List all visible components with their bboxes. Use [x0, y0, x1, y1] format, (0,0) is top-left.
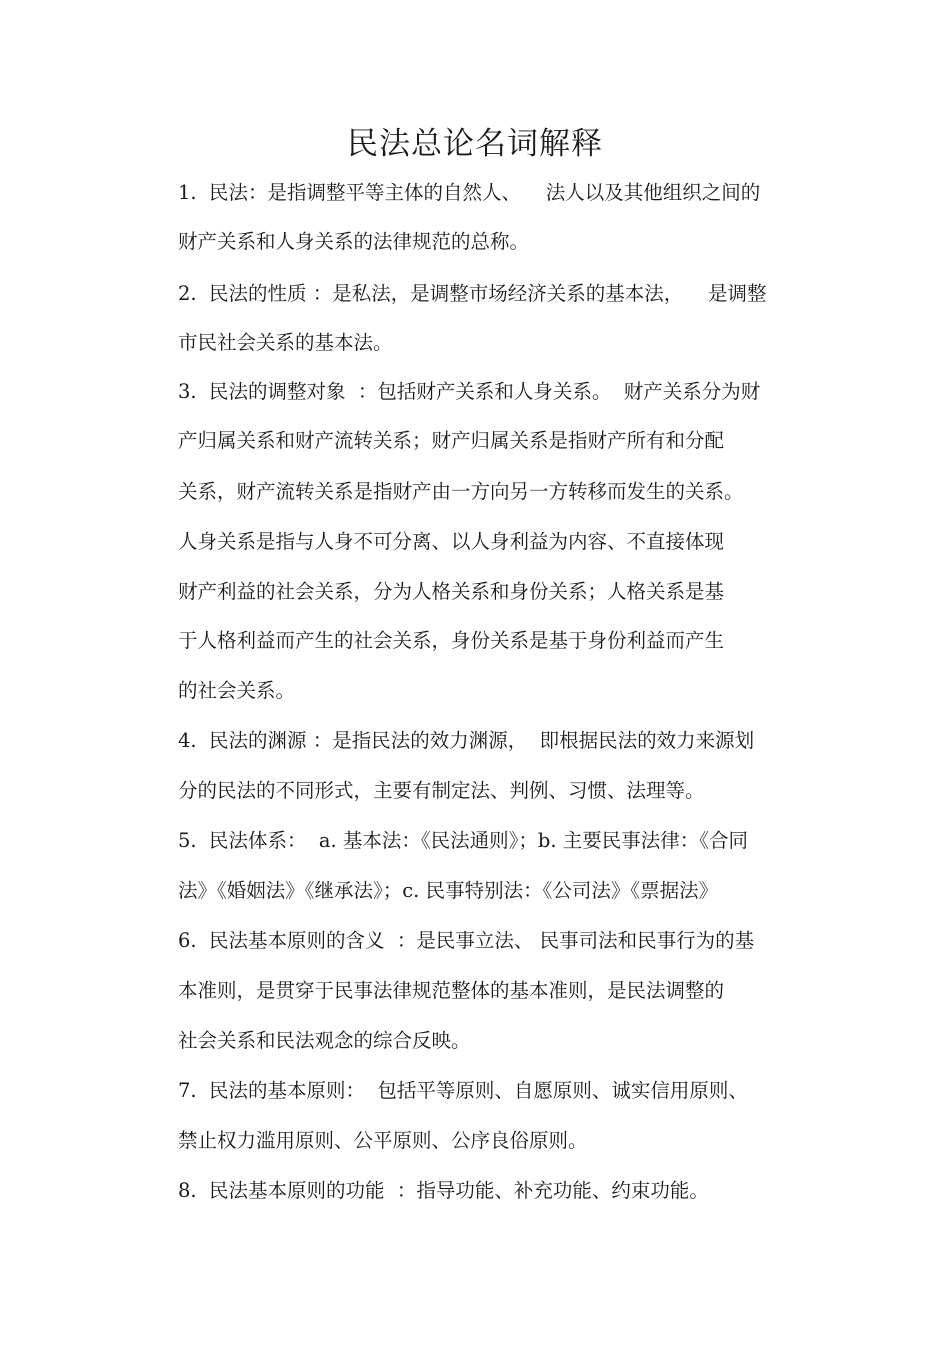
text-line: 的社会关系。	[178, 679, 296, 702]
text-line: 关系，财产流转关系是指财产由一方向另一方转移而发生的关系。	[178, 480, 744, 503]
document-title: 民法总论名词解释	[347, 126, 603, 162]
text-line: 8. 民法基本原则的功能 ：指导功能、补充功能、约束功能。	[178, 1179, 709, 1202]
text-line: 4. 民法的渊源 ：是指民法的效力渊源， 即根据民法的效力来源划	[178, 729, 755, 752]
text-line: 3. 民法的调整对象 ：包括财产关系和人身关系。 财产关系分为财	[178, 380, 761, 403]
text-line: 禁止权力滥用原则、公平原则、公序良俗原则。	[178, 1129, 588, 1152]
text-line: 市民社会关系的基本法。	[178, 331, 393, 354]
text-line: 1. 民法：是指调整平等主体的自然人、 法人以及其他组织之间的	[178, 181, 761, 204]
text-line: 6. 民法基本原则的含义 ：是民事立法、 民事司法和民事行为的基	[178, 929, 755, 952]
text-line: 财产关系和人身关系的法律规范的总称。	[178, 230, 530, 253]
text-line: 本准则，是贯穿于民事法律规范整体的基本准则，是民法调整的	[178, 979, 725, 1002]
text-line: 5. 民法体系： a. 基本法：《民法通则》；b. 主要民事法律：《合同	[178, 829, 749, 852]
text-line: 7. 民法的基本原则： 包括平等原则、自愿原则、诚实信用原则、	[178, 1079, 748, 1102]
text-line: 于人格利益而产生的社会关系，身份关系是基于身份利益而产生	[178, 629, 725, 652]
text-line: 产归属关系和财产流转关系；财产归属关系是指财产所有和分配	[178, 429, 725, 452]
text-line: 法》《婚姻法》《继承法》；c. 民事特别法：《公司法》《票据法》	[178, 879, 719, 902]
text-line: 社会关系和民法观念的综合反映。	[178, 1029, 471, 1052]
text-line: 人身关系是指与人身不可分离、以人身利益为内容、不直接体现	[178, 530, 725, 553]
text-line: 2. 民法的性质 ：是私法，是调整市场经济关系的基本法， 是调整	[178, 282, 767, 305]
text-line: 财产利益的社会关系，分为人格关系和身份关系；人格关系是基	[178, 580, 725, 603]
text-line: 分的民法的不同形式，主要有制定法、判例、习惯、法理等。	[178, 779, 705, 802]
